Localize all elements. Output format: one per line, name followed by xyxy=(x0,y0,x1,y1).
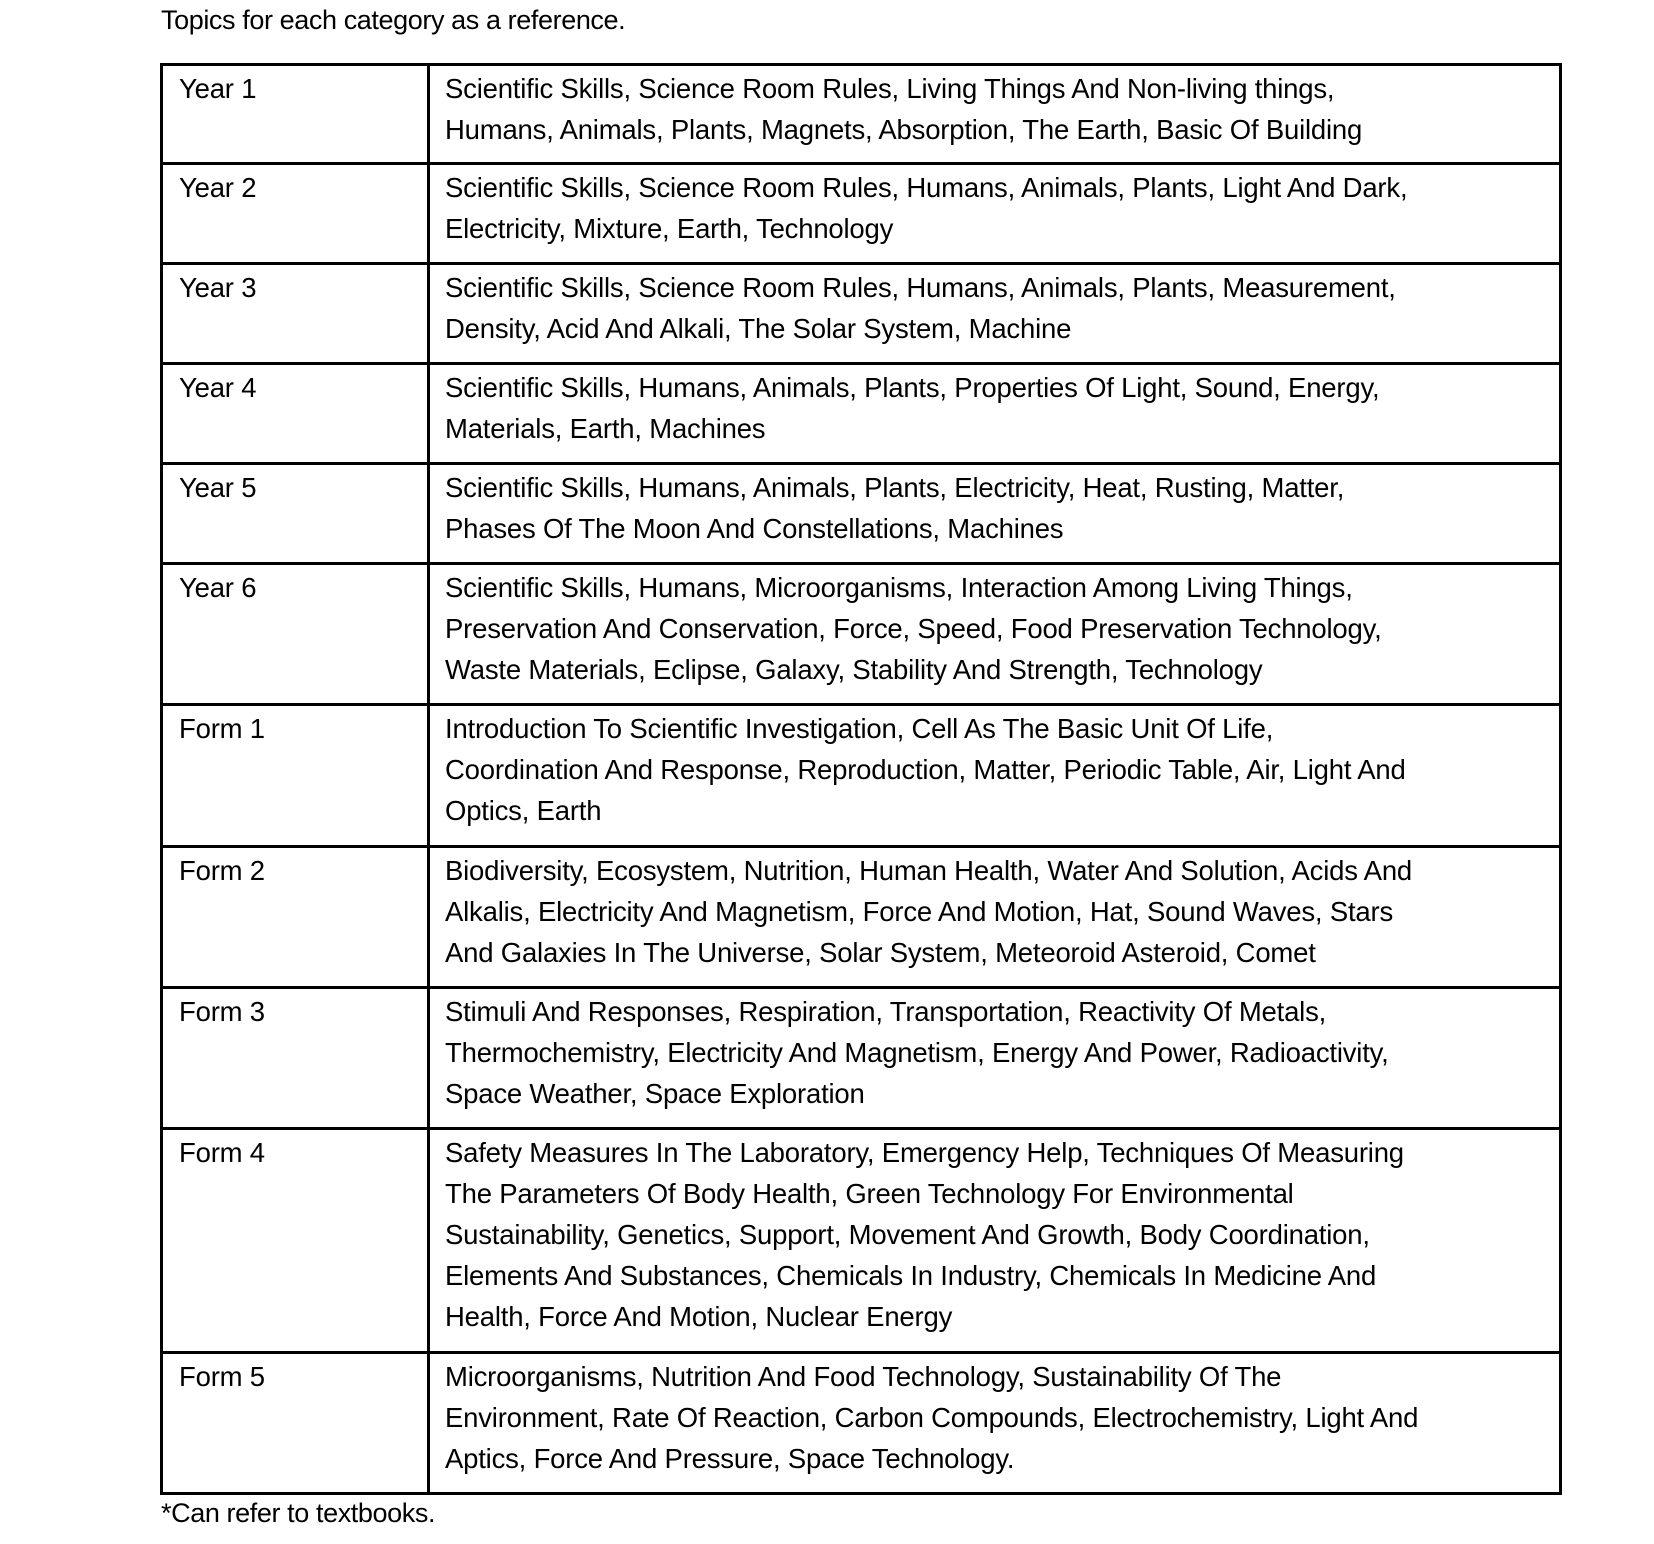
topics-table-body xyxy=(162,65,1561,1494)
topic-line: Microorganisms, Nutrition And Food Technology, Sustainability Of The xyxy=(445,1361,1282,1392)
category-cell xyxy=(162,464,429,564)
category-cell xyxy=(162,164,429,264)
table-row-form-1 xyxy=(162,705,1561,847)
topic-line: Scientific Skills, Humans, Microorganisms, Interaction Among Living Things, xyxy=(445,572,1353,603)
category-label: Form 4 xyxy=(179,1137,265,1168)
category-cell xyxy=(162,705,429,847)
topics-cell xyxy=(429,564,1561,705)
topic-line: Materials, Earth, Machines xyxy=(445,413,766,444)
topic-line: Density, Acid And Alkali, The Solar System, Machine xyxy=(445,313,1072,344)
topic-line: Stimuli And Responses, Respiration, Transportation, Reactivity Of Metals, xyxy=(445,996,1327,1027)
topics-cell xyxy=(429,988,1561,1129)
topic-line: Humans, Animals, Plants, Magnets, Absorption, The Earth, Basic Of Building xyxy=(445,114,1363,145)
category-cell xyxy=(162,65,429,164)
table-row-year-2 xyxy=(162,164,1561,264)
category-label: Form 3 xyxy=(179,996,265,1027)
category-label: Form 5 xyxy=(179,1361,265,1392)
topic-line: Phases Of The Moon And Constellations, Machines xyxy=(445,513,1064,544)
table-row-year-3 xyxy=(162,264,1561,364)
topics-cell xyxy=(429,1353,1561,1494)
topic-line: Space Weather, Space Exploration xyxy=(445,1078,865,1109)
topic-line: Environment, Rate Of Reaction, Carbon Compounds, Electrochemistry, Light And xyxy=(445,1402,1419,1433)
topic-line: Coordination And Response, Reproduction, Matter, Periodic Table, Air, Light And xyxy=(445,754,1406,785)
category-cell xyxy=(162,264,429,364)
table-row-year-4 xyxy=(162,364,1561,464)
topic-line: Electricity, Mixture, Earth, Technology xyxy=(445,213,894,244)
topic-line: Scientific Skills, Science Room Rules, Living Things And Non-living things, xyxy=(445,73,1335,104)
topics-cell xyxy=(429,705,1561,847)
topic-line: Thermochemistry, Electricity And Magnetism, Energy And Power, Radioactivity, xyxy=(445,1037,1389,1068)
category-cell xyxy=(162,364,429,464)
topic-line: Scientific Skills, Humans, Animals, Plants, Electricity, Heat, Rusting, Matter, xyxy=(445,472,1345,503)
topic-line: And Galaxies In The Universe, Solar System, Meteoroid Asteroid, Comet xyxy=(445,937,1316,968)
topic-line: Elements And Substances, Chemicals In Industry, Chemicals In Medicine And xyxy=(445,1260,1377,1291)
topic-line: Alkalis, Electricity And Magnetism, Force And Motion, Hat, Sound Waves, Stars xyxy=(445,896,1393,927)
topic-line: Biodiversity, Ecosystem, Nutrition, Human Health, Water And Solution, Acids And xyxy=(445,855,1413,886)
topics-cell xyxy=(429,364,1561,464)
category-cell xyxy=(162,988,429,1129)
topic-line: Scientific Skills, Science Room Rules, Humans, Animals, Plants, Measurement, xyxy=(445,272,1396,303)
table-row-form-5 xyxy=(162,1353,1561,1494)
topic-line: Aptics, Force And Pressure, Space Technology. xyxy=(445,1443,1015,1474)
topic-line: Scientific Skills, Science Room Rules, Humans, Animals, Plants, Light And Dark, xyxy=(445,172,1408,203)
category-cell xyxy=(162,1353,429,1494)
footnote-text: *Can refer to textbooks. xyxy=(161,1498,436,1528)
topic-line: Sustainability, Genetics, Support, Movement And Growth, Body Coordination, xyxy=(445,1219,1370,1250)
intro-text: Topics for each category as a reference. xyxy=(161,5,626,35)
topic-line: Waste Materials, Eclipse, Galaxy, Stability And Strength, Technology xyxy=(445,654,1263,685)
category-cell xyxy=(162,564,429,705)
category-label: Form 2 xyxy=(179,855,265,886)
table-row-form-3 xyxy=(162,988,1561,1129)
topic-line: The Parameters Of Body Health, Green Technology For Environmental xyxy=(445,1178,1294,1209)
table-row-year-5 xyxy=(162,464,1561,564)
topics-cell xyxy=(429,264,1561,364)
topics-cell xyxy=(429,847,1561,988)
category-label: Year 6 xyxy=(179,572,257,603)
topics-cell xyxy=(429,1129,1561,1353)
table-row-year-1 xyxy=(162,65,1561,164)
topic-line: Optics, Earth xyxy=(445,795,602,826)
category-label: Year 1 xyxy=(179,73,257,104)
category-label: Year 4 xyxy=(179,372,257,403)
topic-line: Safety Measures In The Laboratory, Emergency Help, Techniques Of Measuring xyxy=(445,1137,1404,1168)
topics-table xyxy=(160,63,1562,1495)
topic-line: Health, Force And Motion, Nuclear Energy xyxy=(445,1301,953,1332)
topic-line: Introduction To Scientific Investigation, Cell As The Basic Unit Of Life, xyxy=(445,713,1274,744)
category-cell xyxy=(162,1129,429,1353)
topics-cell xyxy=(429,464,1561,564)
category-cell xyxy=(162,847,429,988)
topic-line: Scientific Skills, Humans, Animals, Plants, Properties Of Light, Sound, Energy, xyxy=(445,372,1380,403)
table-row-year-6 xyxy=(162,564,1561,705)
topics-cell xyxy=(429,164,1561,264)
category-label: Year 5 xyxy=(179,472,257,503)
table-row-form-2 xyxy=(162,847,1561,988)
table-row-form-4 xyxy=(162,1129,1561,1353)
category-label: Year 3 xyxy=(179,272,257,303)
topic-line: Preservation And Conservation, Force, Speed, Food Preservation Technology, xyxy=(445,613,1382,644)
category-label: Year 2 xyxy=(179,172,257,203)
topics-cell xyxy=(429,65,1561,164)
category-label: Form 1 xyxy=(179,713,265,744)
